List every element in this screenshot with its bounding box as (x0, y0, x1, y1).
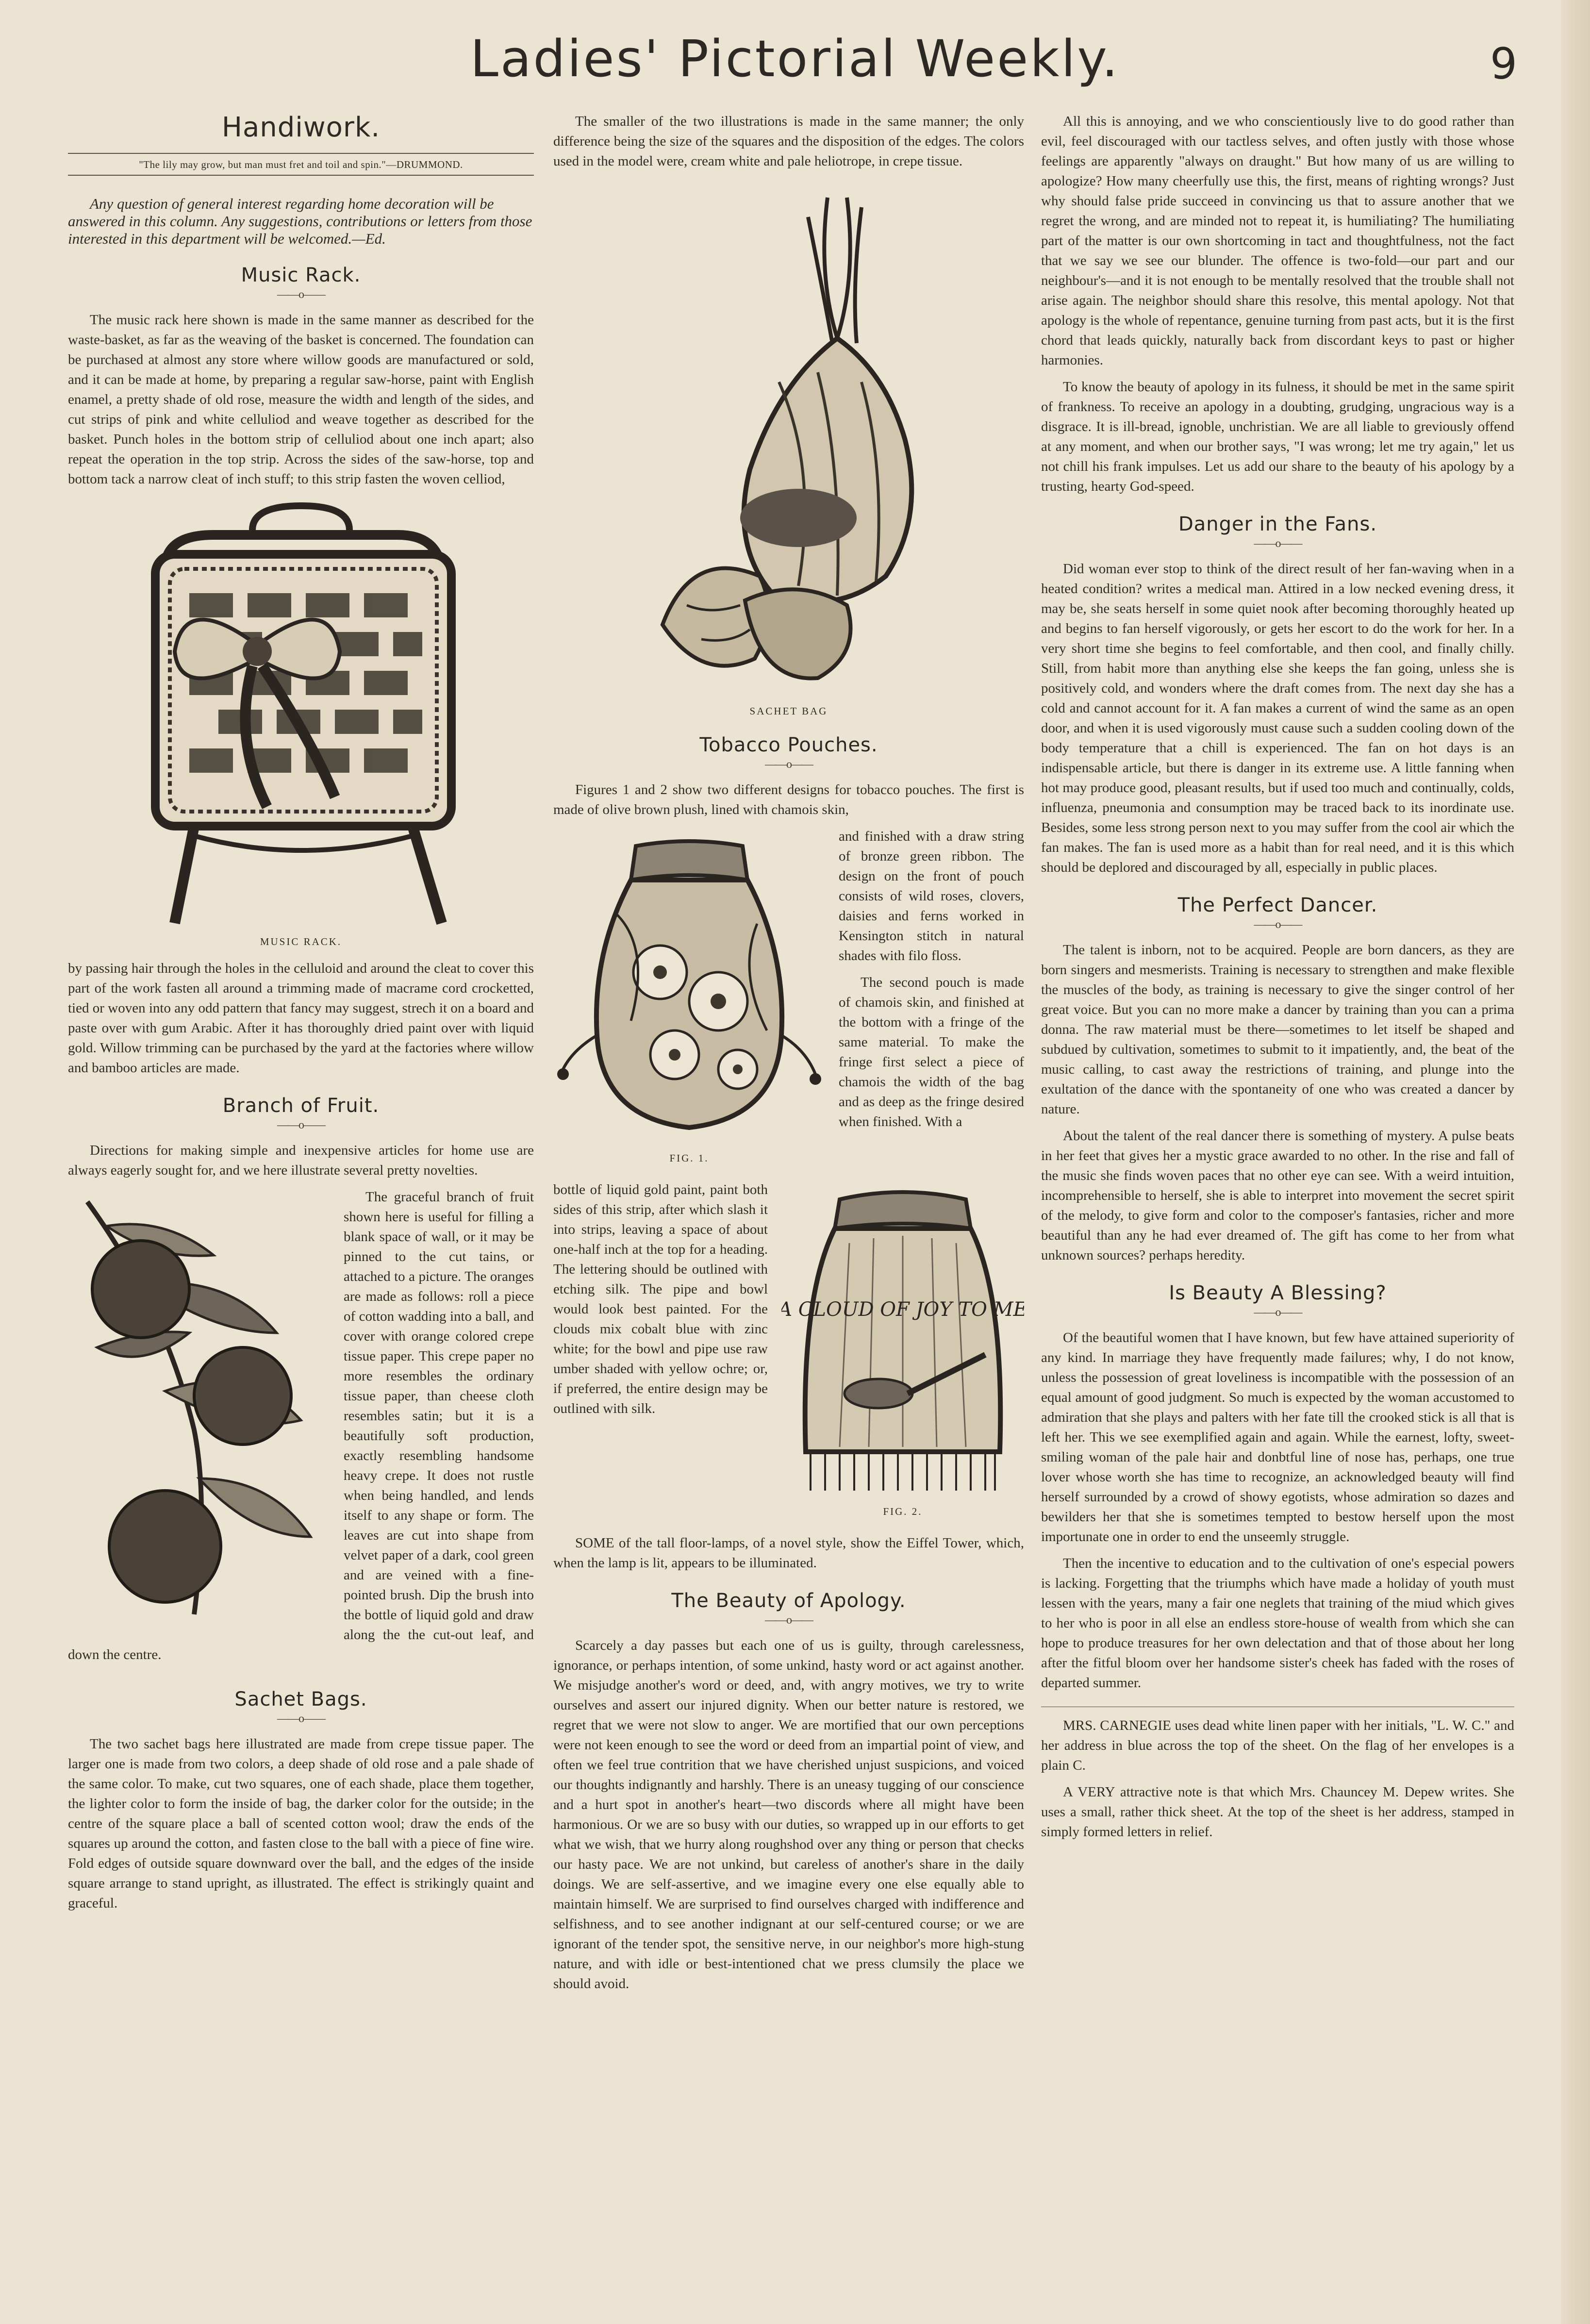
page-edge (1561, 0, 1590, 2324)
figure-caption: FIG. 2. (883, 1506, 923, 1517)
article-paragraph: Scarcely a day passes but each one of us is guilty, through carelessness, ignorance, or perhaps intention, of some unkind, hasty word or act against another. We misjudge another's word or deed, and, with angry motives, we try to write ourselves and assert our injured dignity. When our better nature is restored, we regret that we were not slow to anger. We are mortified that our own perceptions were not keen enough to see the word or deed from an impartial point of view, and often we feel true contrition that we have cherished unjust suspicions, and voiced our thoughts indignantly and harshly. There is an uneasy tugging of our conscience and a hurt spot in another's heart—two discords where all might have been harmonious. Or we are so busy with our duties, so wrapped up in our efforts to get what we wish, that we hurry along roughshod over any thing or person that checks our hasty pace. We are not unkind, but careless of another's share in the daily doings. We are self-assertive, and we imagine every one else equally able to maintain himself. We are surprised to find ourselves charged with indifference and selfishness, and to see another indignant at our self-centured course; or we are ignorant of the tender spot, the sensitive nerve, in our neighbor's more high-stung nature, and with idle or best-intentioned chat we press clumsily the place we should avoid. (553, 1638, 1024, 1992)
article-paragraph: All this is annoying, and we who conscientiously live to do good rather than evil, feel discouraged with our tactless selves, and often justly with those whose feelings are apparently "always on draught." But how many of us are willing to apologize? How many cheerfully use this, the first, means of righting wrongs? Just why should false pride succeed in convincing us that to assure another that we regret the wrong, and are minded not to repeat it, is humiliating? The humiliating part of the matter is our own shortcoming in tact and thoughtfulness, not the fact that we say we see our blunder. The offence is two-fold—our part and our neighbour's—and it is not enough to be mentally resolved that the trouble shall not arise again. The neighbor should share this resolve, this mental apology. Not that apology is the whole of repentance, genuine turning from past acts, but it is the first chord that leads quickly, naturally back from discordant keys to past or higher harmonies. (1041, 114, 1514, 368)
page-number: 9 (1490, 39, 1517, 89)
masthead (0, 19, 1590, 102)
lamps-note: SOME of the tall floor-lamps, of a novel style, show the Eiffel Tower, which, when the lamp is lit, appears to be illuminated. (553, 1535, 1024, 1571)
article-paragraph: The music rack here shown is made in the same manner as described for the waste-basket, as far as the weaving of the basket is concerned. The foundation can be purchased at almost any store where willow goods are manufactured or sold, and it can be made at home, by preparing a regular saw-horse, paint with English enamel, a pretty shade of old rose, measure the width and length of the sides, and cut strips of pink and white celluliod and weave together as described for the basket. Punch holes in the bottom strip of celluliod about one inch apart; also repeat the operation in the top strip. Across the sides of the saw-horse, top and bottom tack a narrow cleat of inch stuff; to this strip fasten the woven celliod, (68, 312, 534, 487)
figure-1 (553, 827, 825, 1175)
article-heading-beauty-blessing: Is Beauty A Blessing? (1169, 1282, 1387, 1304)
article-paragraph: The two sachet bags here illustrated are made from crepe tissue paper. The larger one is made from two colors, a deep shade of old rose and a pale shade of the same color. To make, cut two squares, one of each shade, place them together, the lighter color to form the inside of bag, the darker color for the outside; in the centre of the square place a ball of scented cotton wool; draw the ends of the squares up around the cotton, and fasten close to the ball with a piece of fine wire. Fold edges of outside square downward over the ball, and the edges of the inside square arrange to stand upright, as illustrated. The effect is strikingly quaint and graceful. (68, 1736, 534, 1911)
ornament: ——o—— (1254, 918, 1302, 931)
article-paragraph: Then the incentive to education and to the cultivation of one's especial powers is lacking. Forgetting that the triumphs which have made a holiday of youth must lessen with the years, many a fair one neglets that training of the miud which gives to her who is poor in all else an endless store-house of wealth from which she can hope to produce treasures for her own delectation and that of those about her long after the fitful bloom over her handsome sister's cheek has faded with the roses of departed summer. (1041, 1556, 1514, 1691)
figure-caption: MUSIC RACK. (260, 936, 342, 947)
ornament: ——o—— (277, 288, 325, 301)
column-middle (553, 112, 1024, 2001)
article-paragraph: The second pouch is made of chamois skin, and finished at the bottom with a fringe of the same material. To make the fringe first select a piece of chamois the width of the bag and as deep as the fringe desired when finished. With a (839, 975, 1024, 1129)
sachet-bag-illustration (633, 178, 944, 702)
publication-title: Ladies' Pictorial Weekly. (470, 29, 1120, 88)
article-heading-branch-of-fruit: Branch of Fruit. (222, 1095, 380, 1117)
article-paragraph: Directions for making simple and inexpensive articles for home use are always eagerly sought for, and we here illustrate several pretty novelties. (68, 1143, 534, 1178)
ornament: ——o—— (277, 1712, 325, 1725)
article-heading-music-rack: Music Rack. (241, 264, 361, 286)
article-heading-danger-in-fans: Danger in the Fans. (1178, 513, 1377, 535)
note-depew: A VERY attractive note is that which Mrs. Chauncey M. Depew writes. She uses a small, rather thick sheet. At the top of the sheet is her address, stamped in simply formed letters in relief. (1041, 1784, 1514, 1840)
article-paragraph: The smaller of the two illustrations is made in the same manner; the only difference being the size of the squares and the disposition of the edges. The colors used in the model were, cream white and pale heliotrope, in crepe tissue. (553, 114, 1024, 169)
epigraph: "The lily may grow, but man must fret and toil and spin."—DRUMMOND. (139, 159, 463, 170)
figure-2 (781, 1180, 1024, 1528)
article-paragraph: To know the beauty of apology in its fulness, it should be met in the same spirit of frankness. To receive an apology in a doubting, grudging, ungracious way is a disgrace. It is ill-bread, ignoble, unchristian. We are all liable to greviously offend at any moment, and when our brother says, "I was wrong; let me try again," let us not chill his frank impulses. Let us add our share to the beauty of his apology by a trusting, hearty God-speed. (1041, 379, 1514, 494)
ornament: ——o—— (1254, 537, 1302, 550)
tobacco-pouch-fig2-illustration (781, 1180, 1024, 1500)
figure-1-block (553, 827, 1024, 1180)
article-paragraph: The graceful branch of fruit shown here is useful for filling a blank space of wall, or it may be pinned to the cut tains, or attached to a picture. The oranges are made as follows: roll a piece of cotton wadding into a ball, and cover with orange colored crepe tissue paper. This crepe paper no more resembles the ordinary tissue paper, than cheese cloth resembles satin; but it is a beautifully soft production, exactly resembling handsome heavy crepe. It does not rustle when being handled, and lends itself to any shape or form. The leaves are cut into shape from velvet paper of a dark, cool green and are veined with a fine-pointed brush. Dip the brush into the bottle of liquid gold and draw along the the cut-out leaf, and down the centre. (68, 1189, 534, 1662)
article-paragraph: and finished with a draw string of bronze green ribbon. The design on the front of pouch consists of wild roses, clovers, daisies and ferns worked in Kensington stitch in natural shades with filo floss. (839, 829, 1024, 963)
article-paragraph: The talent is inborn, not to be acquired. People are born dancers, as they are born singers and mesmerists. Training is necessary to strengthen and make flexible the muscles of the body, as training is necessary to give the singer control of her great voice. But you can no more make a dancer by training than you can a prima donna. The raw material must be there—sometimes to let itself be shaped and subdued by cultivation, sometimes to submit to it impatiently, and, the beat of the music calling, to cast away the restrictions of training, and plunge into the exultation of the dance with the spontaneity of one who was created a dancer by nature. (1041, 942, 1514, 1117)
ornament: ——o—— (765, 1614, 812, 1627)
article-heading-perfect-dancer: The Perfect Dancer. (1177, 894, 1378, 916)
column-right (1041, 112, 1514, 1849)
pouch-lettering: A CLOUD OF JOY TO ME (781, 1298, 1024, 1321)
fruit-branch-illustration (68, 1187, 330, 1624)
column-left (68, 112, 534, 1920)
article-paragraph: Of the beautiful women that I have known, but few have attained superiority of any kind. In marriage they have frequently made failures; why, I do not know, unless the possession of great loveliness is incompatible with the possession of an equal amount of good judgment. So much is expected by the woman accustomed to admiration that she plays and palters with her fate till the crooked stick is all that is left her. This we see exemplified again and again. While the earnest, lofty, sweet-smiling woman of the pale hair and donbtful line of nose has, perhaps, one true lover whose worth she has time to recognize, an acknowledged beauty will find herself surrounded by a crowd of showy egotists, whose admiration so dazes and bewilders her that she is sometimes tempted to bestow herself upon the most importunate one in order to end the unseemly struggle. (1041, 1330, 1514, 1544)
tobacco-pouch-fig1-illustration (553, 827, 825, 1147)
figure-caption: SACHET BAG (749, 705, 828, 717)
article-paragraph: bottle of liquid gold paint, paint both sides of this strip, after which slash it into strips, leaving a space of about one-half inch at the top for a heading. The lettering should be outlined with etching silk. The pipe and bowl would look best painted. For the clouds mix cobalt blue with zinc white; for the bowl and pipe use raw umber shaded with yellow ochre; or, if preferred, the entire design may be outlined with silk. (553, 1182, 768, 1416)
ornament: ——o—— (765, 758, 812, 771)
divider (68, 175, 534, 176)
article-paragraph: Figures 1 and 2 show two different designs for tobacco pouches. The first is made of olive brown plush, lined with chamois skin, (553, 782, 1024, 817)
figure-caption: FIG. 1. (669, 1152, 709, 1164)
figure-2-block (553, 1180, 1024, 1533)
article-paragraph: About the talent of the real dancer there is something of mystery. A pulse beats in her feet that gives her a mystic grace awarded to no other. In the rise and fall of the music she finds woven paces that no other eye can see. With a weird intuition, incomprehensible to herself, she is able to interpret into movement the secret spirit of the melody, to give form and color to the composer's fantasies, richer and more beautiful than any he had ever dreamed of. The gift has come to her from what unknown sources? perhaps heredity. (1041, 1128, 1514, 1263)
article-paragraph: by passing hair through the holes in the celluloid and around the cleat to cover this part of the work fasten all around a trimming made of macrame cord crocketted, tied or woven into any odd pattern that fancy may suggest, strech it on a board and paste over with gum Arabic. After it has thoroughly dried paint over with liquid gold. Willow trimming can be purchased by the yard at the factories where willow and bamboo articles are made. (68, 961, 534, 1076)
editor-note: Any question of general interest regarding home decoration will be answered in this column. Any suggestions, contributions or letters from those interested in this department will be welcomed.—Ed. (68, 195, 532, 247)
article-heading-sachet-bags: Sachet Bags. (234, 1688, 367, 1710)
note-carnegie: MRS. CARNEGIE uses dead white linen paper with her initials, "L. W. C." and her address in blue across the top of the sheet. On the flag of her envelopes is a plain C. (1041, 1718, 1514, 1773)
divider (68, 153, 534, 154)
article-heading-tobacco-pouches: Tobacco Pouches. (699, 734, 878, 756)
article-heading-beauty-of-apology: The Beauty of Apology. (671, 1590, 906, 1612)
ornament: ——o—— (277, 1119, 325, 1131)
section-heading-handiwork: Handiwork. (221, 112, 381, 143)
music-rack-illustration (107, 496, 495, 933)
ornament: ——o—— (1254, 1306, 1302, 1319)
article-paragraph: Did woman ever stop to think of the direct result of her fan-waving when in a heated condition? writes a medical man. Attired in a low necked evening dress, it may be, she seats herself in some quiet nook after becoming thoroughly heated up and begins to fan herself vigorously, or gets her escort to do the work for her. In a very short time she begins to feel comfortable, and then cool, and finally chilly. Still, from habit more than anything else she keeps the fan going, unless she is positively cold, and wonders where the draft comes from. The next day she has a cold and cannot account for it. A fan makes a current of wind the same as an open door, and when it is used vigorously must cause such a sudden cooling down of the body temperature that a chill is experienced. The fan on hot days is an indispensable article, but there is danger in its extreme use. A little fanning when hot may produce good, pleasant results, but if used too much and continually, colds, influenza, pneumonia and consumption may be traced back to its inordinate use. Besides, some less strong person next to you may suffer from the cool air which the fan makes. The fan is used more as a habit than for real need, and it is this which should be deplored and discouraged by all, especially in public places. (1041, 561, 1514, 875)
